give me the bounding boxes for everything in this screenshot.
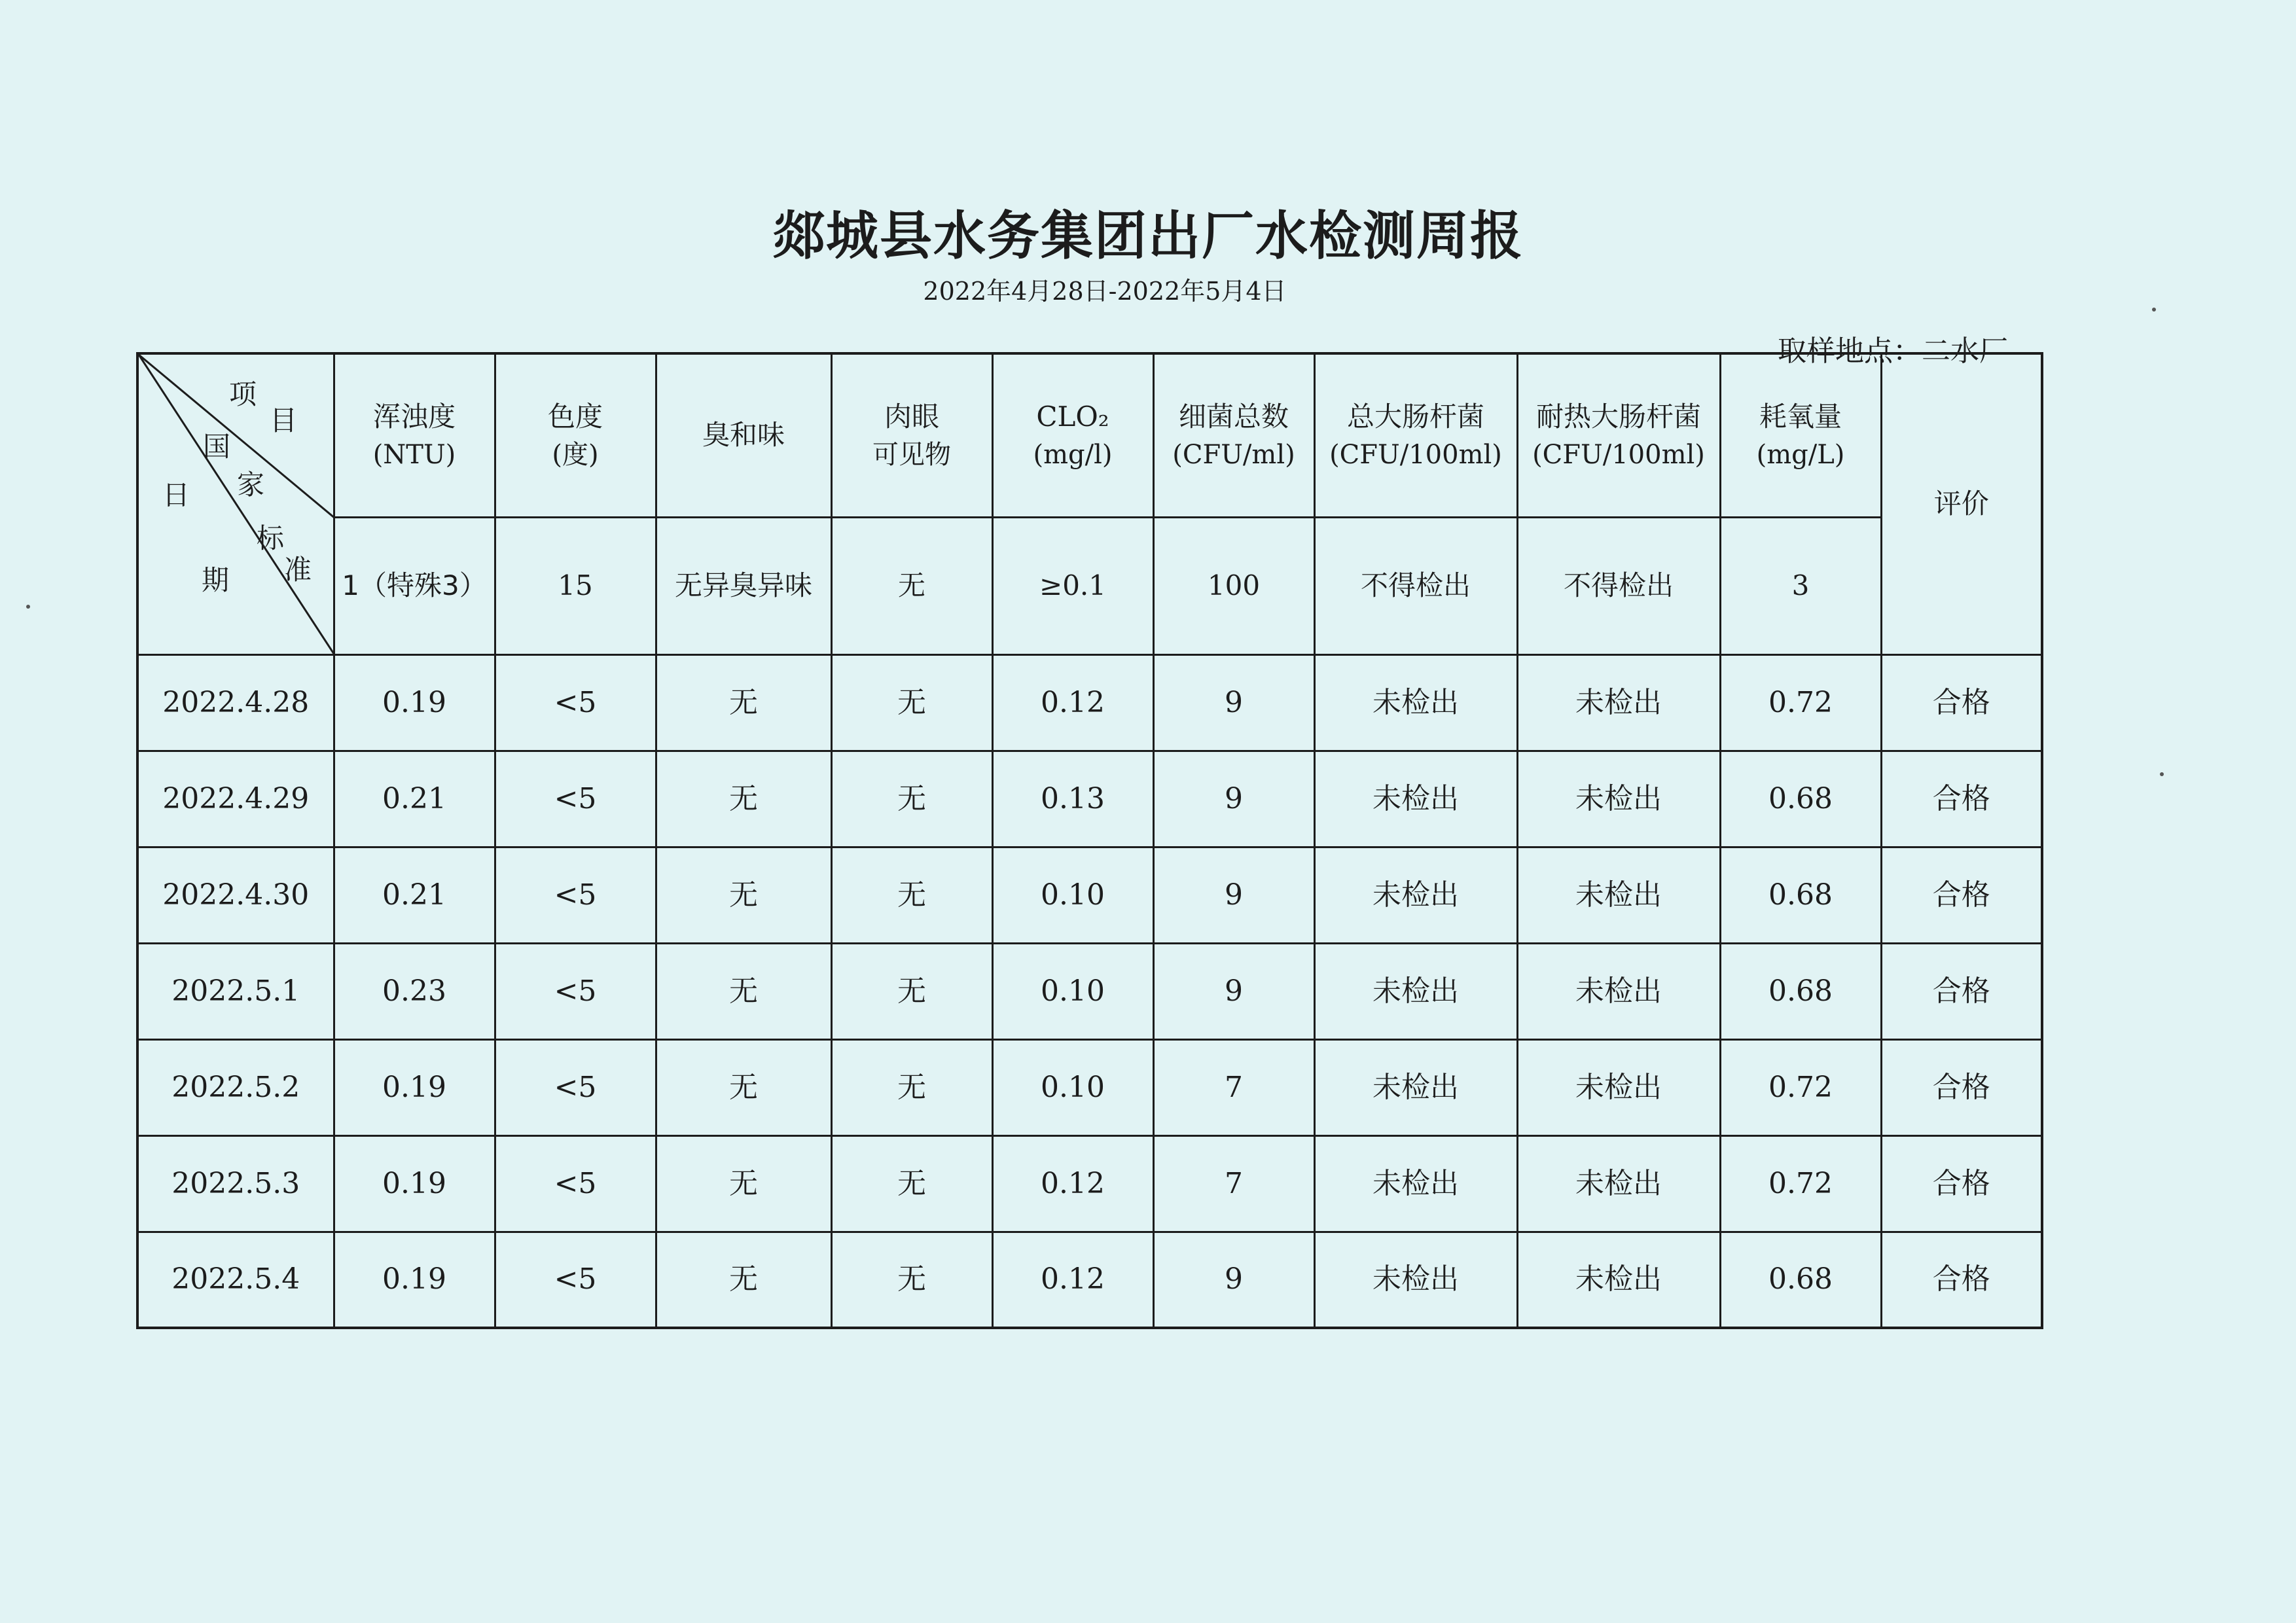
table-cell: 未检出 <box>1314 1135 1517 1232</box>
column-header: 耐热大肠杆菌 (CFU/100ml) <box>1517 353 1720 517</box>
row-date: 2022.5.2 <box>137 1039 334 1135</box>
table-cell: 0.68 <box>1720 847 1881 943</box>
column-header: 浑浊度 (NTU) <box>334 353 495 517</box>
row-date: 2022.5.4 <box>137 1232 334 1328</box>
row-date: 2022.5.3 <box>137 1135 334 1232</box>
table-cell: 无 <box>656 1135 831 1232</box>
column-header: 细菌总数 (CFU/ml) <box>1153 353 1314 517</box>
corner-text: 准 <box>284 554 312 586</box>
corner-text: 标 <box>257 522 285 554</box>
location-value: 二水厂 <box>1922 334 2008 368</box>
table-cell: 无 <box>656 847 831 943</box>
table-row <box>137 847 2042 943</box>
evaluation-result: 合格 <box>1881 1039 2042 1135</box>
table-row <box>137 943 2042 1039</box>
evaluation-result: 合格 <box>1881 654 2042 751</box>
table-cell: 无 <box>656 1039 831 1135</box>
column-header: 色度 (度) <box>495 353 656 517</box>
table-cell: 无 <box>831 847 992 943</box>
table-cell: 无 <box>831 1232 992 1328</box>
table-row <box>137 751 2042 847</box>
table-cell: 0.72 <box>1720 1135 1881 1232</box>
table-row <box>137 1232 2042 1328</box>
table-cell: 无 <box>656 1232 831 1328</box>
table-cell: 9 <box>1153 654 1314 751</box>
table-cell: 未检出 <box>1314 654 1517 751</box>
table-cell: 未检出 <box>1517 1232 1720 1328</box>
table-cell: 0.19 <box>334 1039 495 1135</box>
standard-row <box>137 517 2042 654</box>
column-header: 肉眼 可见物 <box>831 353 992 517</box>
location-label: 取样地点： <box>1778 334 1922 368</box>
table-cell: <5 <box>495 847 656 943</box>
table-cell: 0.12 <box>992 1232 1153 1328</box>
table-cell: 未检出 <box>1517 751 1720 847</box>
table-cell: <5 <box>495 1135 656 1232</box>
table-cell: 无 <box>831 943 992 1039</box>
table-cell: 未检出 <box>1517 943 1720 1039</box>
table-cell: 9 <box>1153 943 1314 1039</box>
table-cell: <5 <box>495 654 656 751</box>
evaluation-result: 合格 <box>1881 1232 2042 1328</box>
standard-value: 无异臭异味 <box>656 517 831 654</box>
table-cell: 0.72 <box>1720 654 1881 751</box>
table-cell: <5 <box>495 943 656 1039</box>
table-cell: 0.21 <box>334 751 495 847</box>
column-header: 臭和味 <box>656 353 831 517</box>
table-cell: 0.19 <box>334 1135 495 1232</box>
water-quality-table <box>136 352 2043 1329</box>
table-row <box>137 654 2042 751</box>
table-cell: 未检出 <box>1314 751 1517 847</box>
table-cell: 0.12 <box>992 1135 1153 1232</box>
date-range: 2022年4月28日-2022年5月4日 <box>923 277 1287 306</box>
standard-value: 3 <box>1720 517 1881 654</box>
evaluation-result: 合格 <box>1881 847 2042 943</box>
table-cell: 7 <box>1153 1135 1314 1232</box>
evaluation-result: 合格 <box>1881 751 2042 847</box>
corner-text: 日 <box>162 479 190 511</box>
table-cell: 0.19 <box>334 654 495 751</box>
evaluation-header: 评价 <box>1881 353 2042 654</box>
header-row <box>137 353 2042 517</box>
table-cell: 9 <box>1153 751 1314 847</box>
table-cell: 未检出 <box>1517 847 1720 943</box>
evaluation-result: 合格 <box>1881 1135 2042 1232</box>
table-cell: 0.72 <box>1720 1039 1881 1135</box>
row-date: 2022.4.28 <box>137 654 334 751</box>
table-cell: 未检出 <box>1314 847 1517 943</box>
corner-header <box>137 353 334 654</box>
table-cell: 未检出 <box>1517 1039 1720 1135</box>
table-cell: 无 <box>831 751 992 847</box>
table-cell: 0.21 <box>334 847 495 943</box>
column-header: 耗氧量 (mg/L) <box>1720 353 1881 517</box>
table-cell: 未检出 <box>1314 943 1517 1039</box>
table-cell: 无 <box>656 654 831 751</box>
standard-value: 100 <box>1153 517 1314 654</box>
corner-text: 国 <box>203 431 231 463</box>
table-cell: 0.10 <box>992 847 1153 943</box>
report-title: 郯城县水务集团出厂水检测周报 <box>772 205 1524 266</box>
table-cell: 0.10 <box>992 943 1153 1039</box>
table-cell: 未检出 <box>1314 1232 1517 1328</box>
table-cell: <5 <box>495 751 656 847</box>
table-cell: 未检出 <box>1314 1039 1517 1135</box>
table-cell: 无 <box>831 1039 992 1135</box>
scan-speck <box>2160 772 2164 776</box>
table-cell: 9 <box>1153 847 1314 943</box>
corner-text: 项 <box>229 378 257 410</box>
column-header: CLO₂ (mg/l) <box>992 353 1153 517</box>
table-cell: 无 <box>656 943 831 1039</box>
table-cell: 无 <box>831 1135 992 1232</box>
row-date: 2022.4.29 <box>137 751 334 847</box>
table-cell: 0.12 <box>992 654 1153 751</box>
table-cell: 无 <box>831 654 992 751</box>
table-cell: 0.13 <box>992 751 1153 847</box>
table-cell: <5 <box>495 1039 656 1135</box>
table-cell: 0.10 <box>992 1039 1153 1135</box>
scan-speck <box>26 605 30 609</box>
table-cell: 无 <box>656 751 831 847</box>
table-row <box>137 1135 2042 1232</box>
standard-value: 1（特殊3） <box>334 517 495 654</box>
standard-value: 不得检出 <box>1517 517 1720 654</box>
data-rows <box>137 654 2042 1328</box>
standard-value: 不得检出 <box>1314 517 1517 654</box>
corner-text: 家 <box>237 469 265 501</box>
table-cell: <5 <box>495 1232 656 1328</box>
scan-speck <box>2152 308 2156 312</box>
standard-value: ≥0.1 <box>992 517 1153 654</box>
table-cell: 0.23 <box>334 943 495 1039</box>
table-cell: 未检出 <box>1517 1135 1720 1232</box>
table-cell: 未检出 <box>1517 654 1720 751</box>
row-date: 2022.5.1 <box>137 943 334 1039</box>
table-cell: 9 <box>1153 1232 1314 1328</box>
table-cell: 0.68 <box>1720 943 1881 1039</box>
evaluation-result: 合格 <box>1881 943 2042 1039</box>
standard-value: 无 <box>831 517 992 654</box>
table-row <box>137 1039 2042 1135</box>
standard-value: 15 <box>495 517 656 654</box>
table-cell: 7 <box>1153 1039 1314 1135</box>
table-cell: 0.68 <box>1720 1232 1881 1328</box>
table-cell: 0.68 <box>1720 751 1881 847</box>
corner-text: 期 <box>202 564 230 596</box>
column-header: 总大肠杆菌 (CFU/100ml) <box>1314 353 1517 517</box>
table-cell: 0.19 <box>334 1232 495 1328</box>
corner-text: 目 <box>270 404 298 437</box>
row-date: 2022.4.30 <box>137 847 334 943</box>
